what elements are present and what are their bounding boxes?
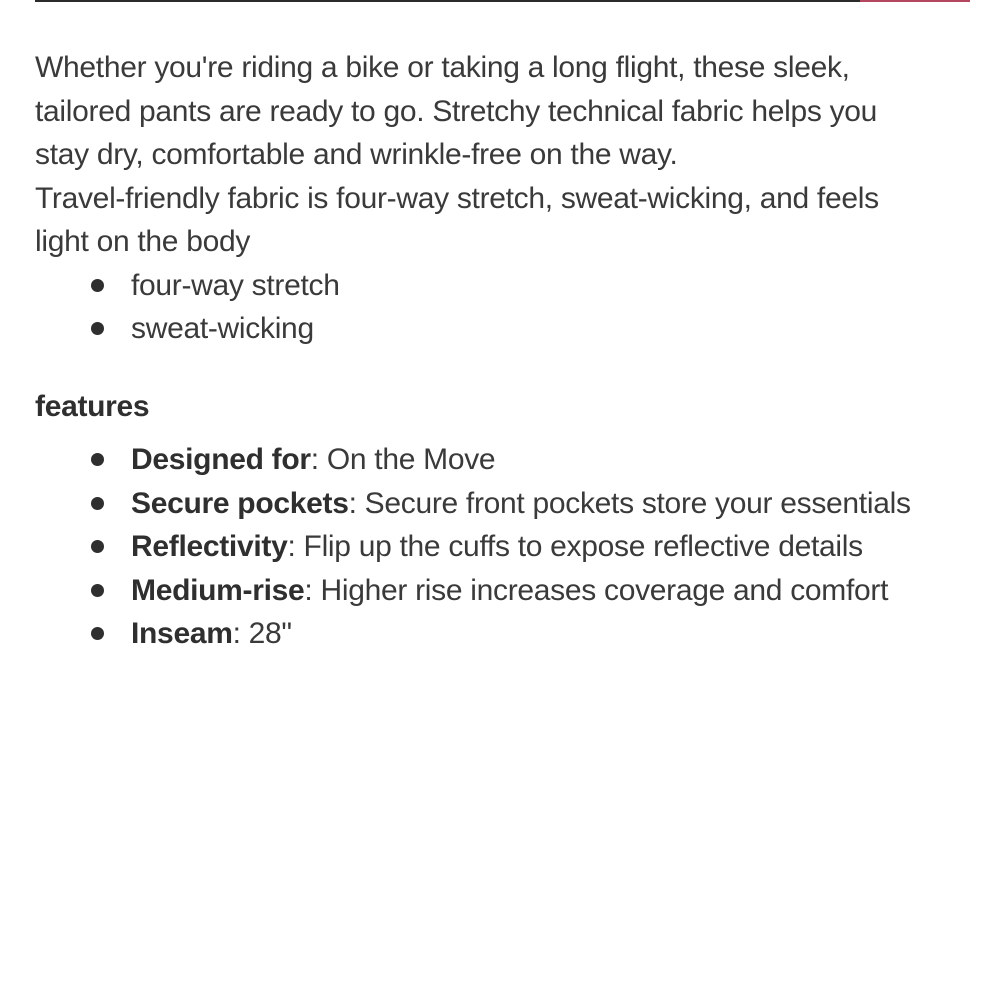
top-divider-accent bbox=[860, 0, 970, 2]
bullet-dot-icon bbox=[91, 627, 104, 640]
feature-label: Secure pockets bbox=[131, 486, 349, 520]
list-item bbox=[35, 307, 970, 351]
bullet-dot-icon bbox=[91, 279, 104, 292]
feature-value: : Secure front pockets store your essentials bbox=[348, 486, 911, 520]
description-line: Travel-friendly fabric is four-way stretch, sweat-wicking, and feels bbox=[35, 181, 879, 215]
feature-item bbox=[35, 525, 970, 569]
bullet-dot-icon bbox=[91, 322, 104, 335]
feature-label: Designed for bbox=[131, 443, 311, 476]
feature-label: Inseam bbox=[131, 617, 233, 650]
feature-item bbox=[35, 482, 970, 526]
bullet-dot-icon bbox=[91, 453, 104, 466]
feature-value: : On the Move bbox=[310, 443, 496, 476]
bullet-dot-icon bbox=[91, 584, 104, 597]
product-details bbox=[35, 46, 970, 656]
description-bullet-list bbox=[35, 264, 970, 351]
description-line: stay dry, comfortable and wrinkle-free on the way. bbox=[35, 138, 678, 171]
features-list bbox=[35, 438, 970, 656]
description-line: Whether you're riding a bike or taking a long flight, these sleek, bbox=[35, 51, 850, 84]
top-divider bbox=[35, 0, 970, 2]
feature-label: Medium-rise bbox=[131, 573, 305, 607]
bullet-dot-icon bbox=[91, 497, 104, 510]
feature-item bbox=[35, 612, 970, 656]
bullet-text: four-way stretch bbox=[131, 268, 340, 302]
feature-value: : Higher rise increases coverage and comfort bbox=[304, 573, 889, 607]
product-description bbox=[35, 46, 970, 264]
list-item bbox=[35, 264, 970, 308]
feature-value: : Flip up the cuffs to expose reflective details bbox=[287, 530, 863, 563]
bullet-text: sweat-wicking bbox=[131, 312, 314, 345]
feature-label: Reflectivity bbox=[131, 530, 288, 563]
description-line: light on the body bbox=[35, 225, 251, 258]
description-line: tailored pants are ready to go. Stretchy technical fabric helps you bbox=[35, 94, 878, 128]
feature-item bbox=[35, 438, 970, 482]
features-heading: features bbox=[35, 389, 150, 423]
feature-item bbox=[35, 569, 970, 613]
bullet-dot-icon bbox=[91, 540, 104, 553]
feature-value: : 28" bbox=[232, 617, 292, 650]
